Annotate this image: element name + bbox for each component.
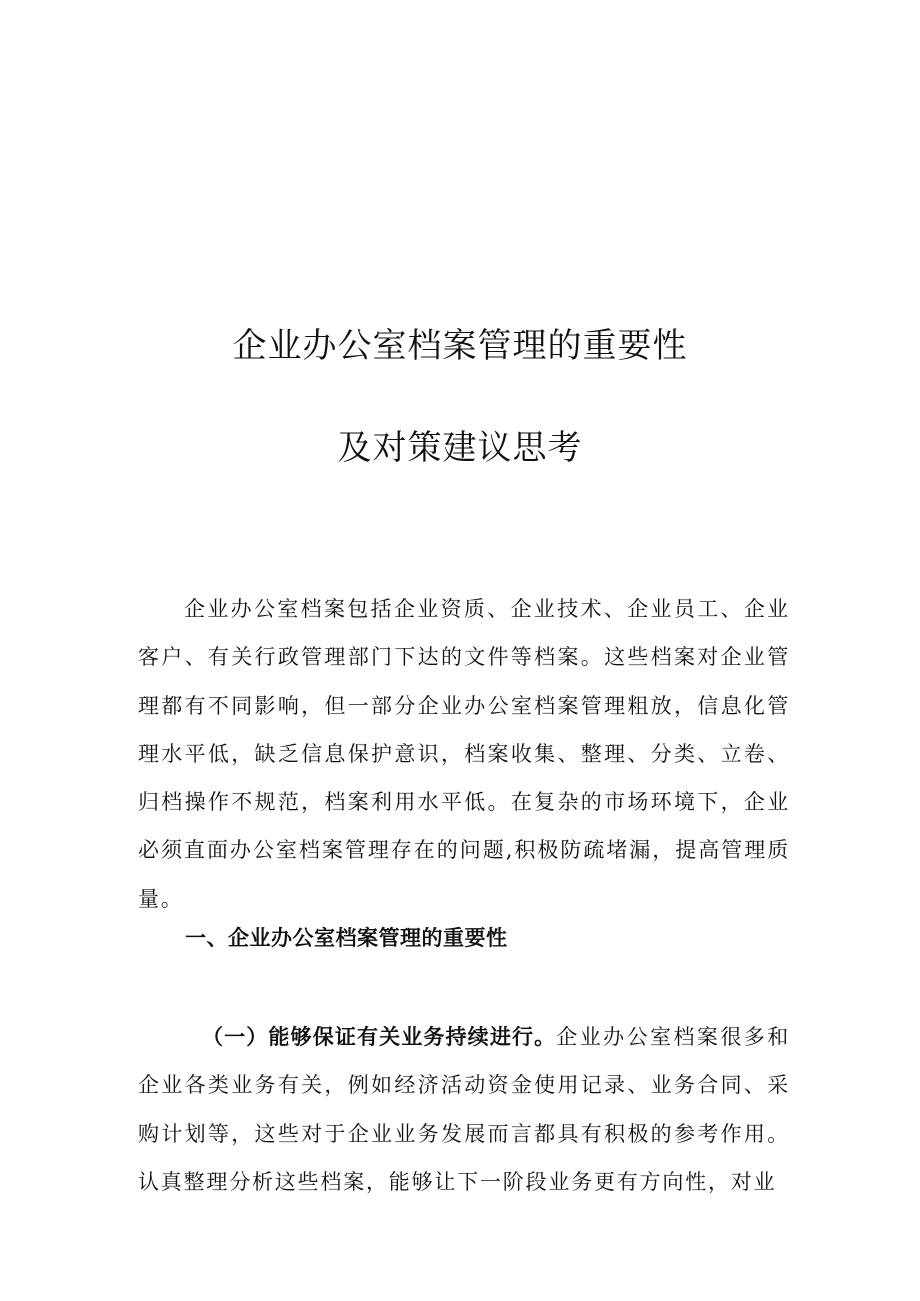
subsection-body-text: 企业办公室档案很多和企业各类业务有关，例如经济活动资金使用记录、业务合同、采购计划等，这些对于企业业务发展而言都具有积极的参考作用。认真整理分析这些档案，能够让下一阶段业务更有方向性，对业: [138, 1025, 791, 1194]
section-heading-1: 一、企业办公室档案管理的重要性: [185, 926, 508, 950]
intro-paragraph: 企业办公室档案包括企业资质、企业技术、企业员工、企业客户、有关行政管理部门下达的文件等档案。这些档案对企业管理都有不同影响，但一部分企业办公室档案管理粗放，信息化管理水平低，缺乏信息保护意识，档案收集、整理、分类、立卷、归档操作不规范，档案利用水平低。在复杂的市场环境下，企业必须直面办公室档案管理存在的问题,积极防疏堵漏，提高管理质量。: [138, 597, 790, 911]
subsection-paragraph-1: [138, 1013, 790, 1206]
document-title-line-2: 及对策建议思考: [337, 428, 583, 468]
subsection-lead: （一）能够保证有关业务持续进行。: [202, 1025, 557, 1049]
document-title-line-1: 企业办公室档案管理的重要性: [232, 326, 688, 366]
